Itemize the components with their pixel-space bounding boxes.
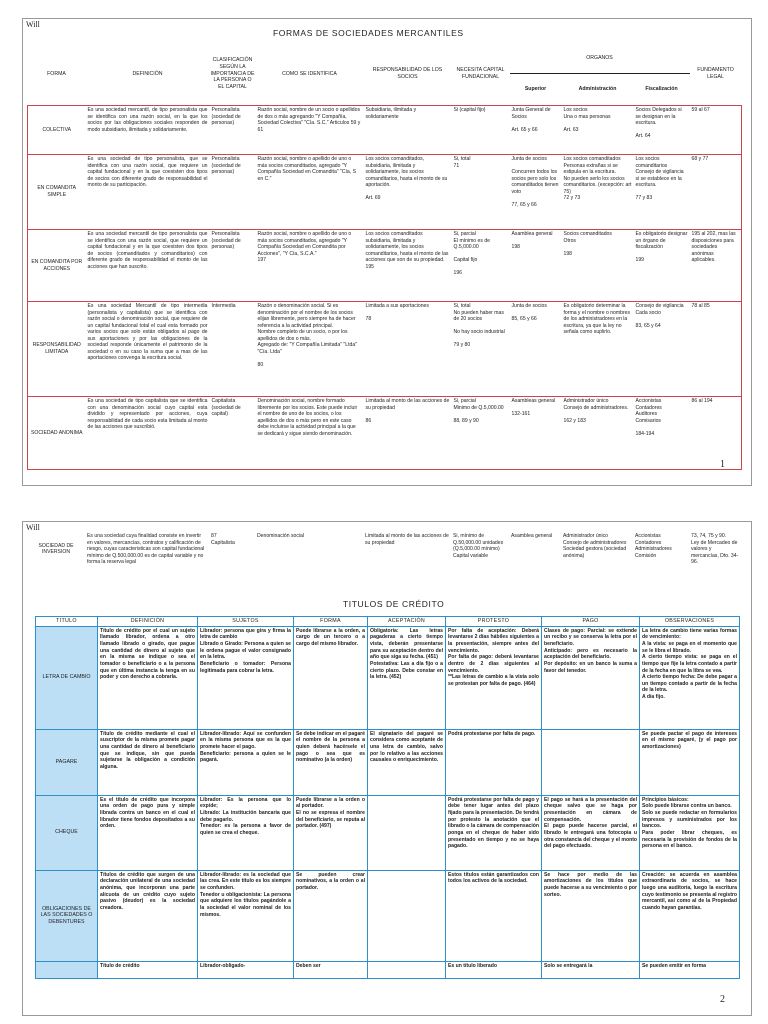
titulos-col-header: PROTESTO <box>446 617 542 627</box>
cell-administracion: Administrador único Consejo de administradores. 162 y 183 <box>562 397 634 470</box>
cell-forma: RESPONSABILIDAD LIMITADA <box>28 302 86 397</box>
cell-pago: Clases de pago: Parcial: se extiende un recibo y se conserva la letra por el beneficiario. Anticipado: pero es necesario la aceptación del beneficiario. Por depósito: en un banco la suma a favor del tenedor. <box>542 626 640 729</box>
cell-aceptacion: El signatario del pagaré se considera como aceptante de una letra de cambio, salvo por lo relativo a las acciones causales o enriquecimiento. <box>368 729 446 795</box>
col-definicion: DEFINICIÓN <box>132 70 163 77</box>
titulos-row <box>36 961 740 978</box>
cell-definicion: Título de crédito <box>98 961 198 978</box>
cell-superior: Junta General de Socios Art. 65 y 66 <box>510 106 562 155</box>
cell-observaciones: La letra de cambio tiene varias formas de vencimiento: A la vista: se paga en el momento que se le libra el librado. A cierto tiempo vista: se paga en el tiempo que fije la letra contado a partir de la fecha en que la libra se vea. A cierto tiempo fecha: De debe pagar a un tiempo contado a partir de la fecha de la letra. A día fijo. <box>640 626 740 729</box>
table-row <box>28 397 742 470</box>
cell-superior: Junta de socios Concurren todos los socios pero solo los comanditados tienen voto 77, 65 y 66 <box>510 155 562 230</box>
cell-definicion: Es una sociedad de tipo capitalista que se identifica con una denominación social cuyo capital esta dividido y representado por acciones, cuya responsabilidad de cada socio esta limitada al monto de las acciones que suscribió. <box>86 397 210 470</box>
cell-capital: Si, parcial El mínimo es de Q.5,000.00 Capital fijo 196 <box>452 230 510 302</box>
cell-titulo: PAGARE <box>36 729 98 795</box>
cell-forma: Se pueden crear nominativos, a la orden o al portador. <box>294 870 368 961</box>
cell-protesto: Podrá protestarse por falta de pago y debe tener lugar antes del plazo fijado para la presentación. De tendrá por protesto la anotación que el librado o la cámara de compensación ponga en el cheque de haber sido presentado en tiempo y no se haya pagado. <box>446 795 542 870</box>
cell-responsabilidad: Los socios comanditados, subsidiaria, ilimitada y solidariamente, los socios comanditarios, hasta el monto de su aportación. Art. 69 <box>364 155 452 230</box>
cell-titulo: CHEQUE <box>36 795 98 870</box>
cell-fiscalizacion: Es obligatorio designar un órgano de fiscalización 199 <box>634 230 690 302</box>
cell-fundamento: 59 al 67 <box>690 106 742 155</box>
col-organos: ORGANOS <box>510 43 690 73</box>
cell-responsabilidad: Limitada al monto de las acciones de su propiedad 86 <box>364 397 452 470</box>
page-header-label: Will <box>26 523 40 532</box>
titulos-col-header: FORMA <box>294 617 368 627</box>
cell-superior: Asamblea general <box>511 533 553 539</box>
table-row <box>28 106 742 155</box>
table-row <box>28 155 742 230</box>
cell-pago <box>542 729 640 795</box>
cell-administracion: Los socios comanditados Personas extrañas si se estipula en la escritura. No pueden serlo los socios comanditarios. (excepción: art 75) 72 y 73 <box>562 155 634 230</box>
cell-definicion: Es una sociedad de tipo personalista, que se identifica con una razón social, que requiere un capital fundacional y en la que coexisten dos tipos de socios con diferente grado de responsabilidad el monto de su participación. <box>86 155 210 230</box>
cell-sujetos: Librador: persona que gira y firma la letra de cambio Librado o Girado: Persona a quien se le ordena pague el valor consignado en la letra. Beneficiario o tomador: Persona legitimada para cobrar la letra. <box>198 626 294 729</box>
cell-fundamento: 73, 74, 75 y 90. Ley de Mercadeo de valores y mercancías, Dto. 34-96. <box>691 533 739 566</box>
cell-forma: SOCIEDAD DE INVERSION <box>38 542 74 556</box>
titulos-row <box>36 729 740 795</box>
cell-administracion: Es obligatorio determinar la forma y el nombre o nombres de los administradores en la escritura, ya que la ley no señala como suplirlo. <box>562 302 634 397</box>
titulos-row <box>36 795 740 870</box>
cell-fundamento: 195 al 202, mas las disposiciones para sociedades anónimas aplicables. <box>690 230 742 302</box>
titulos-col-header: ACEPTACIÓN <box>368 617 446 627</box>
document-page-2 <box>22 521 752 1016</box>
cell-clasificacion: Capitalista (sociedad de capital) <box>210 397 256 470</box>
col-administracion: Administración <box>578 86 617 93</box>
cell-forma: Puede librarse a la orden, a cargo de un tercero o a cargo del mismo librador. <box>294 626 368 729</box>
cell-clasificacion: 87 Capitalista <box>211 533 235 546</box>
cell-definicion: Es el título de crédito que incorpora una orden de pago pura y simple librada contra un banco en el cual el librador tiene fondos depositados a su orden. <box>98 795 198 870</box>
cell-identifica: Denominación social <box>257 533 305 539</box>
cell-fundamento: 86 al 194 <box>690 397 742 470</box>
cell-fundamento: 78 al 85 <box>690 302 742 397</box>
cell-observaciones: Creación: se acuerda en asamblea extraordinaria de socios, se hace luego una auditoría, luego la escritura cuyo testimonio se presenta al registro mercantil, así como al de la Propiedad cuando hayan garantías. <box>640 870 740 961</box>
table-row <box>28 230 742 302</box>
col-clasificacion: CLASIFICACIÓN SEGÚN LA IMPORTANCIA DE LA PERSONA O EL CAPITAL <box>210 57 255 90</box>
titulos-header-row <box>36 617 740 627</box>
col-responsabilidad: RESPONSABILIDAD DE LOS SOCIOS <box>372 67 443 80</box>
header-row <box>28 43 742 73</box>
cell-responsabilidad: Limitada a sus aportaciones 78 <box>364 302 452 397</box>
titulos-row <box>36 870 740 961</box>
cell-forma: EN COMANDITA POR ACCIONES <box>28 230 86 302</box>
cell-fiscalizacion: Los socios comanditarios Consejo de vigilancia si se establece en la escritura. 77 y 83 <box>634 155 690 230</box>
cell-pago: Solo se entregará la <box>542 961 640 978</box>
cell-aceptacion <box>368 870 446 961</box>
cell-fundamento: 68 y 77 <box>690 155 742 230</box>
cell-definicion: Es una sociedad mercantil de tipo personalista que se identifica con una razón social, que requiere un capital fundacional y en la que coexisten dos tipos de socios (comanditados y comanditarios) con diferente grado de responsabilidad el monto de las acciones que han suscrito. <box>86 230 210 302</box>
cell-protesto: Estos títulos están garantizados con todos los activos de la sociedad. <box>446 870 542 961</box>
cell-clasificacion: Personalista (sociedad de personas) <box>210 106 256 155</box>
col-forma: FORMA <box>47 70 66 77</box>
cell-identifica: Razón social, nombre o apellido de uno o más socios comanditados, agregado "Y Compañía Sociedad en Comandita por Acciones", "Y Cía, S.C.A." 197 <box>256 230 364 302</box>
titulos-col-header: SUJETOS <box>198 617 294 627</box>
cell-superior: Asamblea general 198 <box>510 230 562 302</box>
cell-fiscalizacion: Socios Delegados si se designan en la escritura. Art. 64 <box>634 106 690 155</box>
cell-observaciones: Se pueden emitir en forma <box>640 961 740 978</box>
col-identifica: COMO SE IDENTIFICA <box>282 70 337 77</box>
cell-superior: Junta de socios 85, 65 y 66 <box>510 302 562 397</box>
titulos-row <box>36 626 740 729</box>
cell-forma: COLECTIVA <box>28 106 86 155</box>
col-superior: Superior <box>524 86 547 93</box>
page-number: 2 <box>720 994 725 1005</box>
titulos-table <box>35 616 740 979</box>
cell-sujetos: Librador-obligado- <box>198 961 294 978</box>
cell-administracion: Administrador único Consejo de administradores Sociedad gestora (sociedad anónima) <box>563 533 627 559</box>
cell-pago: Se hace por medio de las amortizaciones de los títulos que puede hacerse a su vencimiento o por sorteo. <box>542 870 640 961</box>
cell-titulo <box>36 961 98 978</box>
cell-capital: Si, mínimo de Q.50,000.00 unidades (Q.5,000.00 mínimo) Capital variable <box>453 533 504 559</box>
cell-observaciones: Principios básicos: Solo puede librarse contra un banco. Solo se puede redactar en formularios impresos y suministrados por los bancos. Para poder librar cheques, es necesaria la provisión de fondos de la persona en el banco. <box>640 795 740 870</box>
cell-fiscalizacion: Accionistas Contadores Administradores Comisión <box>635 533 672 559</box>
cell-capital: Si, total 71 <box>452 155 510 230</box>
titulos-title: TITULOS DE CRÉDITO <box>343 599 445 609</box>
cell-forma: Puede librarse a la orden o al portador. El no se expresa el nombre del beneficiario, se reputa al portador. (497) <box>294 795 368 870</box>
sociedades-table <box>27 43 742 470</box>
cell-forma: EN COMANDITA SIMPLE <box>28 155 86 230</box>
table-row <box>28 302 742 397</box>
cell-sujetos: Librador-librado: Aquí se confunden en la misma persona que es la que promete hacer el pago. Beneficiario: persona a quien se le pagará. <box>198 729 294 795</box>
cell-clasificacion: Personalista (sociedad de personas) <box>210 155 256 230</box>
cell-responsabilidad: Subsidiaria, ilimitada y solidariamente <box>364 106 452 155</box>
cell-clasificacion: Personalista (sociedad de personas) <box>210 230 256 302</box>
cell-identifica: Razón social, nombre de un socio o apellidos de dos o más agregando "Y Compañía, Sociedad Colectiva" "Cía. S.C." Articulos 59 y 61 <box>256 106 364 155</box>
cell-clasificacion: Intermedia <box>210 302 256 397</box>
col-capital: NECESITA CAPITAL FUNDACIONAL <box>456 67 505 80</box>
page-title: FORMAS DE SOCIEDADES MERCANTILES <box>273 28 464 38</box>
cell-fiscalizacion: Consejo de vigilancia Cada socio 83, 65 y 64 <box>634 302 690 397</box>
cell-forma: Se debe indicar en el pagaré el nombre de la persona a quien deberá hacérsele el pago o sea que es nominativo (a la orden) <box>294 729 368 795</box>
cell-responsabilidad: Los socios comanditados subsidiaria, ilimitada y solidariamente, los socios comanditarios, hasta el monto de las acciones que son de su propiedad. 195 <box>364 230 452 302</box>
page-number: 1 <box>720 459 725 470</box>
cell-titulo: OBLIGACIONES DE LAS SOCIEDADES O DEBENTURES <box>36 870 98 961</box>
cell-sujetos: Librador: Es la persona que lo expide; Librado: La institución bancaria que debe pagarlo. Tenedor: es la persona a favor de quien se crea el cheque. <box>198 795 294 870</box>
cell-definicion: Títulos de crédito que surgen de una declaración unilateral de una sociedad anónima, que incorporan una parte alícuota de un crédito cuyo sujeto pasivo (deudor) es la sociedad creadora. <box>98 870 198 961</box>
titulos-col-header: TITULO <box>36 617 98 627</box>
cell-definicion: Es una sociedad mercantil, de tipo personalista que se identifica con una razón social, en la que los socios por las obligaciones sociales responden de modo subsidiario, ilimitada y solidariamente. <box>86 106 210 155</box>
cell-protesto: Por falta de aceptación: Deberá levantarse 2 días hábiles siguientes a la presentación, siempre antes del vencimiento. Por falta de pago: deberá levantarse dentro de 2 días siguientes al vencimiento. **Las letras de cambio a la vista solo se protestan por falta de pago. (464) <box>446 626 542 729</box>
cell-protesto: Podrá protestarse por falta de pago. <box>446 729 542 795</box>
cell-responsabilidad: Limitada al monto de las acciones de su propiedad <box>365 533 449 546</box>
cell-superior: Asambleas general 132-161 <box>510 397 562 470</box>
page-header-label: Will <box>26 20 40 29</box>
titulos-col-header: OBSERVACIONES <box>640 617 740 627</box>
cell-administracion: Los socios Una o mas personas Art. 63 <box>562 106 634 155</box>
cell-aceptacion <box>368 961 446 978</box>
titulos-col-header: PAGO <box>542 617 640 627</box>
cell-aceptacion: Obligatoria: Las letras pagaderas a cierto tiempo vista, deberán presentarse para su aceptación dentro del año que siga su fecha. (451) Potestativa: Las a día fijo o a cierto plazo. Debe constar en la letra. (452) <box>368 626 446 729</box>
cell-administracion: Socios comanditados Otros 198 <box>562 230 634 302</box>
cell-pago: El pago se hará a la presentación del cheque salvo que se haga por presentación en cámara de compensación. El pago puede hacerse parcial, el librado le entregará una fotocopia u otra constancia del cheque y el monto del pago efectuado. <box>542 795 640 870</box>
sociedades-table-continued <box>27 532 741 567</box>
table-row <box>27 532 741 567</box>
col-fundamento: FUNDAMENTO LEGAL <box>697 67 734 80</box>
cell-definicion: Es una sociedad Mercantil de tipo intermedia (personalista y capitalista) que se identifica con razón social o denominación social, que requiere de un capital fundacional total el cual esta formado por varios socios que solo están obligados al pago de sus aportaciones y por las obligaciones de la sociedad responde únicamente el patrimonio de la sociedad o en su caso la suma que a mas de las aportaciones convenga la escritura social. <box>86 302 210 397</box>
cell-fiscalizacion: Accionistas Contadores Auditores Comisarios 184-194 <box>634 397 690 470</box>
cell-definicion: Es una sociedad cuya finalidad consiste en invertir en valores, mercancías, contratos y calificación de riesgo, cuyas caracteristicas son capital fundacional mínimo de Q.500,000.00 es de capital variable y no forma la reserva legal <box>87 533 205 566</box>
cell-capital: Si, parcial Minimo de Q.5,000.00 88, 89 y 90 <box>452 397 510 470</box>
col-fiscalizacion: Fiscalización <box>645 86 678 93</box>
cell-identifica: Denominación social, nombre formado libremente por los socios. Este puede incluir el nombre de uno de los socios, o los apellidos de dos o más pero en este caso debe incluirse la actividad principal a la que se dedicará y sigue siendo denominación. <box>256 397 364 470</box>
cell-definicion: Título de crédito mediante el cual el suscriptor de la misma promete pagar una cantidad de dinero al beneficiario que se indique, sin que pueda sujetarse la obligación a condición alguna. <box>98 729 198 795</box>
titulos-col-header: DEFINICIÓN <box>98 617 198 627</box>
cell-identifica: Razón social, nombre o apellido de uno o más socios comanditados, agregado "Y Compañía Sociedad en Comandita" "Cía, S en C." <box>256 155 364 230</box>
cell-titulo: LETRA DE CAMBIO <box>36 626 98 729</box>
cell-forma: Deben ser <box>294 961 368 978</box>
cell-definicion: Título de crédito por el cual un sujeto llamado librador, ordena a otro llamado librado o girado, que pague una cantidad de dinero al sujeto que en la misma se indique o sea el tomador o beneficiario o a la persona que en última instancia la tenga en su poder y con derecho a cobrarla. <box>98 626 198 729</box>
cell-capital: Si, total No pueden haber mas de 20 socios No hay socio industrial 79 y 80 <box>452 302 510 397</box>
cell-protesto: Es un título liberado <box>446 961 542 978</box>
cell-forma: SOCIEDAD ANONIMA <box>28 397 86 470</box>
cell-sujetos: Librador-librado: es la sociedad que las crea. En este título es los siempre se confunden. Tenedor u obligacionista: La persona que adquiere los títulos pagándole a la sociedad el valor nominal de los mismos. <box>198 870 294 961</box>
document-page-1 <box>22 18 752 486</box>
cell-capital: Si (capital fijo) <box>452 106 510 155</box>
cell-identifica: Razón o denominación social. Si es denominación por el nombre de los socios elijan libremente, pero siempre ha de hacer referencia a la actividad principal. Nombre completo de un socio, o por los apellidos de dos o más. Agregado de: "Y Compañía Limitada" "Ltda" "Cía. Ltda" 80 <box>256 302 364 397</box>
cell-observaciones: Se puede pactar el pago de intereses en el mismo pagaré, (y el pago por amortizaciones) <box>640 729 740 795</box>
cell-aceptacion <box>368 795 446 870</box>
